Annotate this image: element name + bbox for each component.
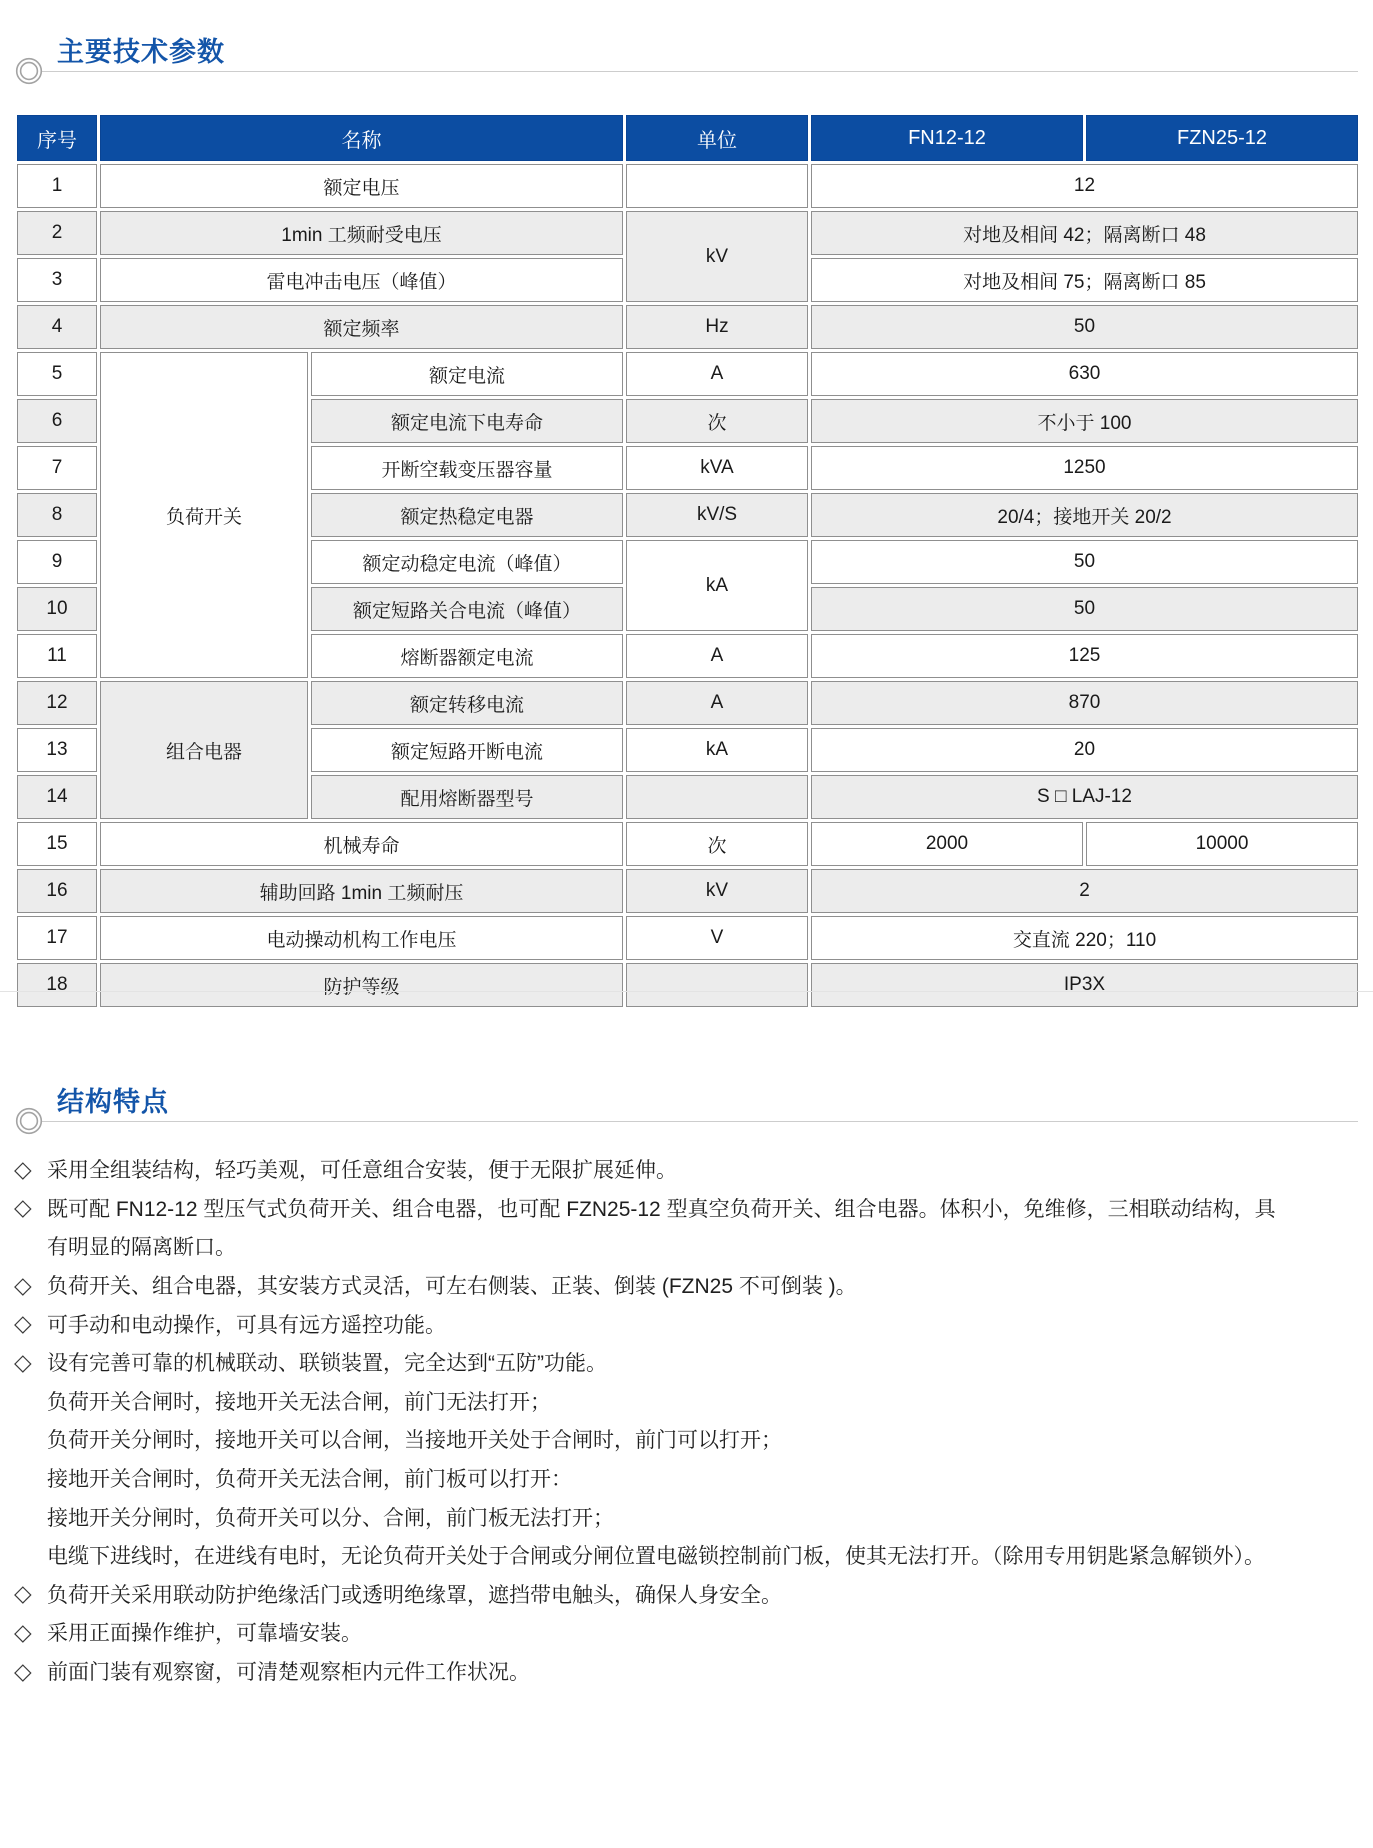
cell-unit: 次 bbox=[626, 399, 808, 443]
cell-value-fn12: 2000 bbox=[811, 822, 1083, 866]
cell-unit bbox=[626, 775, 808, 819]
table-row bbox=[17, 164, 1358, 208]
feature-text: 前面门装有观察窗，可清楚观察柜内元件工作状况。 bbox=[47, 1661, 530, 1685]
cell-no: 3 bbox=[17, 258, 97, 302]
section1-ring-icon bbox=[15, 57, 43, 85]
cell-unit: A bbox=[626, 352, 808, 396]
cell-value: 50 bbox=[811, 587, 1358, 631]
diamond-icon: ◇ bbox=[14, 1310, 32, 1337]
feature-text: 接地开关分闸时，负荷开关可以分、合闸，前门板无法打开； bbox=[47, 1506, 614, 1530]
feature-text: 既可配 FN12-12 型压气式负荷开关、组合电器，也可配 FZN25-12 型真空负荷开关、组合电器。体积小，免维修，三相联动结构，具 bbox=[47, 1197, 1276, 1221]
features-list bbox=[14, 1150, 1364, 1690]
feature-item bbox=[14, 1575, 1364, 1614]
section2-divider-line bbox=[30, 1121, 1358, 1122]
cell-value: 50 bbox=[811, 305, 1358, 349]
section2-title: 结构特点 bbox=[57, 1087, 169, 1117]
feature-item bbox=[14, 1150, 1364, 1189]
section2-ring-icon bbox=[15, 1107, 43, 1135]
feature-text: 有明显的隔离断口。 bbox=[47, 1236, 236, 1260]
table-row bbox=[17, 822, 1358, 866]
cell-value: 20 bbox=[811, 728, 1358, 772]
cell-unit: Hz bbox=[626, 305, 808, 349]
feature-item bbox=[14, 1497, 1364, 1536]
diamond-icon: ◇ bbox=[14, 1271, 32, 1298]
section1-divider-line bbox=[30, 71, 1358, 72]
table-row bbox=[17, 352, 1358, 396]
feature-item bbox=[14, 1343, 1364, 1382]
diamond-icon: ◇ bbox=[14, 1194, 32, 1221]
cell-unit: kA bbox=[626, 540, 808, 631]
diamond-icon: ◇ bbox=[14, 1580, 32, 1607]
feature-text: 可手动和电动操作，可具有远方遥控功能。 bbox=[47, 1313, 446, 1337]
table-row bbox=[17, 916, 1358, 960]
feature-text: 设有完善可靠的机械联动、联锁装置，完全达到“五防”功能。 bbox=[47, 1352, 607, 1376]
diamond-icon: ◇ bbox=[14, 1348, 32, 1375]
header-cell-unit: 单位 bbox=[626, 115, 808, 161]
cell-unit: kA bbox=[626, 728, 808, 772]
cell-no: 15 bbox=[17, 822, 97, 866]
cell-name: 电动操动机构工作电压 bbox=[100, 916, 623, 960]
cell-name: 额定电压 bbox=[100, 164, 623, 208]
table-row bbox=[17, 211, 1358, 255]
cell-no: 16 bbox=[17, 869, 97, 913]
cell-unit: kV bbox=[626, 211, 808, 302]
cell-group-load-switch: 负荷开关 bbox=[100, 352, 308, 678]
cell-name: 额定电流下电寿命 bbox=[311, 399, 623, 443]
cell-value: 12 bbox=[811, 164, 1358, 208]
cell-unit: 次 bbox=[626, 822, 808, 866]
cell-unit bbox=[626, 164, 808, 208]
header-cell-fzn25: FZN25-12 bbox=[1086, 115, 1358, 161]
feature-item bbox=[14, 1189, 1364, 1228]
cell-name: 辅助回路 1min 工频耐压 bbox=[100, 869, 623, 913]
cell-name: 额定频率 bbox=[100, 305, 623, 349]
feature-item bbox=[14, 1382, 1364, 1421]
cell-no: 5 bbox=[17, 352, 97, 396]
cell-value: 630 bbox=[811, 352, 1358, 396]
cell-value: 2 bbox=[811, 869, 1358, 913]
page-divider-line bbox=[0, 991, 1373, 992]
feature-item bbox=[14, 1227, 1364, 1266]
cell-unit: kV/S bbox=[626, 493, 808, 537]
cell-value: 对地及相间 42；隔离断口 48 bbox=[811, 211, 1358, 255]
cell-unit: kVA bbox=[626, 446, 808, 490]
cell-no: 13 bbox=[17, 728, 97, 772]
feature-text: 负荷开关采用联动防护绝缘活门或透明绝缘罩，遮挡带电触头，确保人身安全。 bbox=[47, 1583, 782, 1607]
section1-title: 主要技术参数 bbox=[57, 37, 225, 67]
cell-no: 12 bbox=[17, 681, 97, 725]
cell-value: 对地及相间 75；隔离断口 85 bbox=[811, 258, 1358, 302]
table-row bbox=[17, 681, 1358, 725]
cell-name: 熔断器额定电流 bbox=[311, 634, 623, 678]
cell-value: 125 bbox=[811, 634, 1358, 678]
cell-name: 额定转移电流 bbox=[311, 681, 623, 725]
cell-value: 50 bbox=[811, 540, 1358, 584]
table-row bbox=[17, 963, 1358, 1007]
cell-name: 防护等级 bbox=[100, 963, 623, 1007]
cell-value: S □ LAJ-12 bbox=[811, 775, 1358, 819]
feature-item bbox=[14, 1304, 1364, 1343]
cell-unit: V bbox=[626, 916, 808, 960]
feature-item bbox=[14, 1459, 1364, 1498]
feature-text: 采用正面操作维护，可靠墙安装。 bbox=[47, 1622, 362, 1646]
table-header-row bbox=[17, 115, 1358, 161]
cell-no: 6 bbox=[17, 399, 97, 443]
feature-item bbox=[14, 1536, 1364, 1575]
feature-text: 负荷开关、组合电器，其安装方式灵活，可左右侧装、正装、倒装 (FZN25 不可倒装 )。 bbox=[47, 1275, 857, 1299]
feature-text: 电缆下进线时，在进线有电时，无论负荷开关处于合闸或分闸位置电磁锁控制前门板，使其无法打开。（除用专用钥匙紧急解锁外）。 bbox=[47, 1545, 1265, 1569]
cell-no: 1 bbox=[17, 164, 97, 208]
cell-no: 14 bbox=[17, 775, 97, 819]
header-cell-name: 名称 bbox=[100, 115, 623, 161]
cell-value: 交直流 220；110 bbox=[811, 916, 1358, 960]
feature-text: 采用全组装结构，轻巧美观，可任意组合安装，便于无限扩展延伸。 bbox=[47, 1159, 677, 1183]
cell-name: 额定短路开断电流 bbox=[311, 728, 623, 772]
cell-unit bbox=[626, 963, 808, 1007]
header-cell-no: 序号 bbox=[17, 115, 97, 161]
cell-no: 2 bbox=[17, 211, 97, 255]
cell-name: 额定热稳定电器 bbox=[311, 493, 623, 537]
cell-name: 开断空载变压器容量 bbox=[311, 446, 623, 490]
cell-no: 8 bbox=[17, 493, 97, 537]
diamond-icon: ◇ bbox=[14, 1155, 32, 1182]
cell-no: 11 bbox=[17, 634, 97, 678]
cell-no: 7 bbox=[17, 446, 97, 490]
header-cell-fn12: FN12-12 bbox=[811, 115, 1083, 161]
cell-name: 1min 工频耐受电压 bbox=[100, 211, 623, 255]
cell-value-fzn25: 10000 bbox=[1086, 822, 1358, 866]
cell-no: 4 bbox=[17, 305, 97, 349]
table-row bbox=[17, 869, 1358, 913]
cell-name: 额定动稳定电流（峰值） bbox=[311, 540, 623, 584]
table-row bbox=[17, 305, 1358, 349]
cell-group-combined-apparatus: 组合电器 bbox=[100, 681, 308, 819]
cell-no: 10 bbox=[17, 587, 97, 631]
cell-value: IP3X bbox=[811, 963, 1358, 1007]
cell-unit: A bbox=[626, 634, 808, 678]
cell-value: 1250 bbox=[811, 446, 1358, 490]
cell-value: 20/4；接地开关 20/2 bbox=[811, 493, 1358, 537]
feature-item bbox=[14, 1652, 1364, 1691]
diamond-icon: ◇ bbox=[14, 1657, 32, 1684]
feature-item bbox=[14, 1613, 1364, 1652]
parameters-table bbox=[14, 112, 1361, 1010]
feature-text: 负荷开关合闸时，接地开关无法合闸，前门无法打开； bbox=[47, 1390, 551, 1414]
cell-name: 额定短路关合电流（峰值） bbox=[311, 587, 623, 631]
cell-name: 额定电流 bbox=[311, 352, 623, 396]
cell-unit: kV bbox=[626, 869, 808, 913]
cell-no: 18 bbox=[17, 963, 97, 1007]
feature-text: 负荷开关分闸时，接地开关可以合闸，当接地开关处于合闸时，前门可以打开； bbox=[47, 1429, 782, 1453]
feature-item bbox=[14, 1420, 1364, 1459]
cell-unit: A bbox=[626, 681, 808, 725]
diamond-icon: ◇ bbox=[14, 1618, 32, 1645]
cell-name: 机械寿命 bbox=[100, 822, 623, 866]
cell-no: 17 bbox=[17, 916, 97, 960]
cell-name: 雷电冲击电压（峰值） bbox=[100, 258, 623, 302]
cell-value: 870 bbox=[811, 681, 1358, 725]
feature-item bbox=[14, 1266, 1364, 1305]
cell-value: 不小于 100 bbox=[811, 399, 1358, 443]
cell-no: 9 bbox=[17, 540, 97, 584]
cell-name: 配用熔断器型号 bbox=[311, 775, 623, 819]
feature-text: 接地开关合闸时，负荷开关无法合闸，前门板可以打开： bbox=[47, 1468, 572, 1492]
